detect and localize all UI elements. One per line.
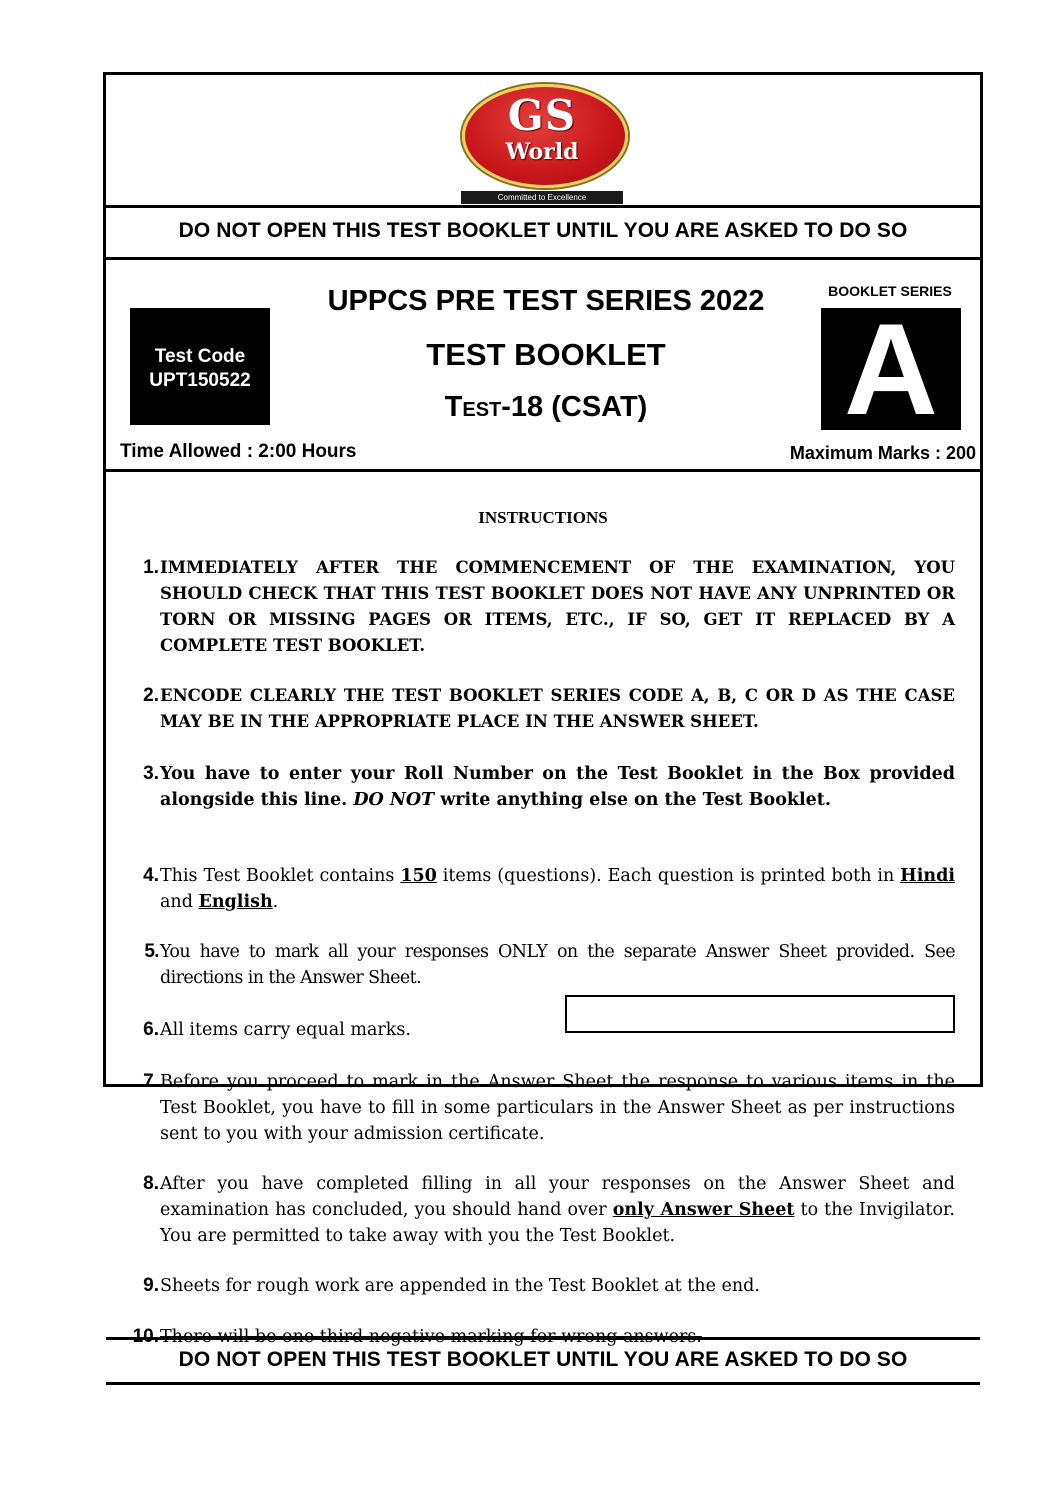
instruction-item [121, 863, 955, 915]
item-text: ENCODE CLEARLY THE TEST BOOKLET SERIES CODE A, B, C OR D AS THE CASE MAY BE IN THE APPROPRIATE PLACE IN THE ANSWER SHEET. [160, 686, 955, 731]
item-text [160, 863, 955, 915]
series-title: UPPCS PRE TEST SERIES 2022 [327, 285, 765, 317]
time-allowed: Time Allowed : 2:00 Hours [120, 441, 357, 462]
divider [106, 257, 980, 260]
item-text-part: After you have completed filling in all your responses on the Answer Sheet and examination has concluded, you should hand over [160, 1174, 955, 1220]
test-code-label: Test Code [154, 346, 246, 367]
logo-subname: World [505, 139, 579, 165]
language-english: English [198, 892, 273, 912]
booklet-title: TEST BOOKLET [426, 337, 666, 372]
item-text-part: You have to enter your Roll Number on the Test Booklet in the Box provided alongside this line. [160, 764, 955, 810]
instruction-item [121, 1069, 955, 1147]
instruction-item [121, 1017, 955, 1043]
item-text-part: and [160, 892, 193, 912]
item-text [160, 761, 955, 813]
item-text-part: write anything else on the Test Booklet. [440, 790, 831, 810]
logo-tagline: Committed to Excellence [461, 191, 623, 204]
test-code-box [130, 308, 270, 425]
gs-world-logo [459, 81, 631, 207]
maximum-marks: Maximum Marks : 200 [789, 443, 976, 463]
item-text: IMMEDIATELY AFTER THE COMMENCEMENT OF THE EXAMINATION, YOU SHOULD CHECK THAT THIS TEST BOOKLET DOES NOT HAVE ANY UNPRINTED OR TORN OR MISSING PAGES OR ITEMS, ETC., IF SO, GET IT REPLACED BY A COMPLETE TEST BOOKLET. [160, 558, 955, 655]
booklet-frame [103, 72, 983, 1371]
booklet-series-code: A [821, 308, 961, 430]
item-emphasis: only Answer Sheet [612, 1200, 795, 1220]
item-number: 1. [143, 557, 159, 578]
divider [106, 205, 980, 208]
item-text-part: This Test Booklet contains [160, 866, 395, 886]
item-number: 3. [143, 763, 159, 784]
item-number: 2. [143, 685, 159, 706]
instruction-item [121, 1273, 955, 1299]
item-text-part: to the Invigilator. You are permitted to take away with you the Test Booklet. [160, 1200, 955, 1246]
item-number: 5. [144, 941, 159, 962]
instruction-item [121, 939, 955, 991]
top-warning-banner: DO NOT OPEN THIS TEST BOOKLET UNTIL YOU ARE ASKED TO DO SO [178, 219, 908, 242]
item-text: Before you proceed to mark in the Answer Sheet the response to various items in the Test Booklet, you have to fill in some particulars in the Answer Sheet as per instructions sent to you with your admission certificate. [160, 1072, 955, 1144]
item-text-part: items (questions). Each question is printed both in [442, 866, 895, 886]
language-hindi: Hindi [900, 866, 955, 886]
item-text: There will be one third negative marking for wrong answers. [160, 1327, 702, 1347]
item-text [160, 1171, 955, 1249]
instruction-item [121, 683, 955, 735]
test-name: Test-18 (CSAT) [444, 391, 648, 423]
instruction-item [121, 1171, 955, 1249]
item-emphasis: DO NOT [353, 790, 435, 810]
item-text: All items carry equal marks. [160, 1020, 411, 1040]
test-code-value: UPT150522 [149, 370, 251, 391]
divider [106, 469, 980, 472]
bottom-warning-banner: DO NOT OPEN THIS TEST BOOKLET UNTIL YOU ARE ASKED TO DO SO [178, 1348, 908, 1371]
instructions-heading: INSTRUCTIONS [478, 508, 608, 527]
item-text: Sheets for rough work are appended in the Test Booklet at the end. [160, 1276, 760, 1296]
instruction-item [121, 555, 955, 659]
logo-name: GS [507, 91, 577, 140]
item-text: You have to mark all your responses ONLY on the separate Answer Sheet provided. See directions in the Answer Sheet. [160, 942, 955, 988]
item-number: 6. [143, 1019, 159, 1040]
divider [106, 1382, 980, 1385]
item-number: 10. [132, 1326, 159, 1347]
item-number: 4. [143, 865, 159, 886]
item-number: 7. [143, 1071, 159, 1092]
item-number: 9. [143, 1275, 159, 1296]
item-text-part: . [272, 892, 279, 912]
booklet-series-label: BOOKLET SERIES [828, 283, 952, 299]
item-count: 150 [400, 866, 437, 886]
divider [106, 1337, 980, 1340]
item-number: 8. [143, 1173, 159, 1194]
instruction-item [121, 761, 955, 813]
